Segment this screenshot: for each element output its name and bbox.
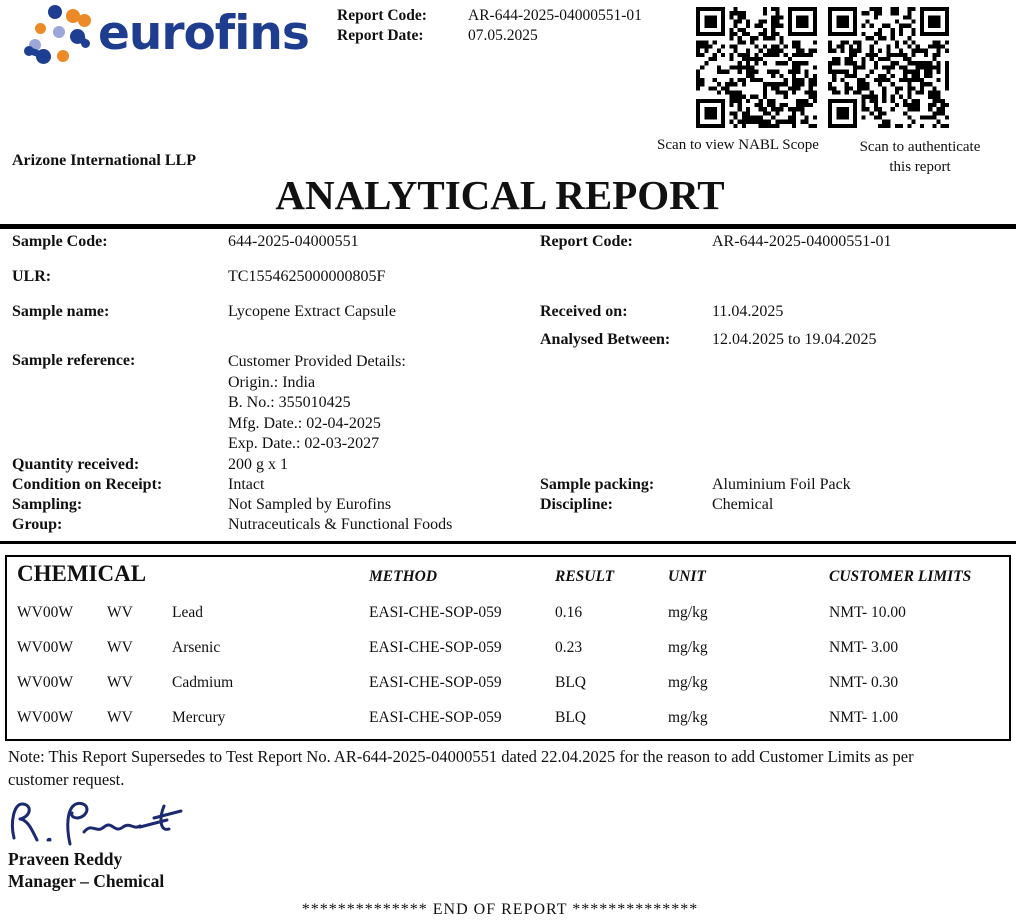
report-date-label: Report Date: xyxy=(337,27,424,44)
cell-lab: WV xyxy=(107,639,133,656)
company-name: Arizone International LLP xyxy=(12,152,196,169)
qr-auth-caption-line1: Scan to authenticate xyxy=(859,139,981,155)
report-code-label-2: Report Code: xyxy=(540,233,633,250)
ulr-label: ULR: xyxy=(12,268,52,285)
report-date-value: 07.05.2025 xyxy=(468,27,538,44)
eurofins-logo xyxy=(12,2,322,66)
qr-code-authenticate xyxy=(828,7,949,128)
cell-limit: NMT- 0.30 xyxy=(829,674,899,691)
sample-reference-line: B. No.: 355010425 xyxy=(228,394,351,411)
cell-result: BLQ xyxy=(555,709,586,726)
cell-result: BLQ xyxy=(555,674,586,691)
cell-parameter: Cadmium xyxy=(172,674,234,691)
eurofins-logo-dots-icon xyxy=(12,3,96,65)
sample-code-label: Sample Code: xyxy=(12,233,108,250)
cell-lab: WV xyxy=(107,604,133,621)
section-title-chemical: CHEMICAL xyxy=(17,561,147,586)
sample-packing-label: Sample packing: xyxy=(540,476,655,493)
sample-reference-line: Mfg. Date.: 02-04-2025 xyxy=(228,414,381,432)
cell-method: EASI-CHE-SOP-059 xyxy=(369,709,502,726)
quantity-received-value: 200 g x 1 xyxy=(228,456,288,473)
received-on-label: Received on: xyxy=(540,303,628,320)
condition-value: Intact xyxy=(228,476,265,493)
report-title: ANALYTICAL REPORT xyxy=(275,172,725,218)
group-value: Nutraceuticals & Functional Foods xyxy=(228,516,453,533)
cell-limit: NMT- 1.00 xyxy=(829,709,899,726)
signatory-name: Praveen Reddy xyxy=(8,849,123,869)
sample-name-value: Lycopene Extract Capsule xyxy=(228,303,396,320)
qr-nabl-caption: Scan to view NABL Scope xyxy=(657,137,819,153)
sample-packing-value: Aluminium Foil Pack xyxy=(712,476,851,493)
quantity-received-label: Quantity received: xyxy=(12,456,140,473)
qr-code-nabl-scope xyxy=(696,7,817,128)
sample-code-value: 644-2025-04000551 xyxy=(228,233,359,250)
condition-label: Condition on Receipt: xyxy=(12,476,163,493)
sample-reference-line: Customer Provided Details: xyxy=(228,353,406,370)
cell-parameter: Mercury xyxy=(172,709,226,726)
cell-method: EASI-CHE-SOP-059 xyxy=(369,639,502,656)
report-code-label: Report Code: xyxy=(337,7,427,24)
cell-method: EASI-CHE-SOP-059 xyxy=(369,604,502,621)
cell-unit: mg/kg xyxy=(668,639,708,656)
cell-code: WV00W xyxy=(17,709,73,726)
analysed-between-value: 12.04.2025 to 19.04.2025 xyxy=(712,331,877,348)
cell-lab: WV xyxy=(107,674,133,691)
discipline-value: Chemical xyxy=(712,496,774,513)
col-header-unit: UNIT xyxy=(668,568,706,585)
divider-mid xyxy=(0,541,1016,544)
cell-limit: NMT- 10.00 xyxy=(829,604,906,621)
eurofins-logo-text: eurofins xyxy=(98,6,309,61)
sample-reference-value xyxy=(228,352,406,455)
signatory-designation: Manager – Chemical xyxy=(8,871,165,891)
cell-unit: mg/kg xyxy=(668,709,708,726)
analysed-between-label: Analysed Between: xyxy=(540,331,671,348)
report-code-value: AR-644-2025-04000551-01 xyxy=(468,7,642,24)
cell-code: WV00W xyxy=(17,674,73,691)
cell-parameter: Arsenic xyxy=(172,639,221,656)
sampling-value: Not Sampled by Eurofins xyxy=(228,496,392,513)
cell-unit: mg/kg xyxy=(668,604,708,621)
sampling-label: Sampling: xyxy=(12,496,83,513)
divider-top xyxy=(0,224,1016,229)
received-on-value: 11.04.2025 xyxy=(712,303,784,320)
supersede-note: Note: This Report Supersedes to Test Report No. AR-644-2025-04000551 dated 22.04.2025 for the reason to add Customer Limits as per customer request. xyxy=(8,747,914,789)
cell-method: EASI-CHE-SOP-059 xyxy=(369,674,502,691)
discipline-label: Discipline: xyxy=(540,496,613,513)
cell-unit: mg/kg xyxy=(668,674,708,691)
cell-limit: NMT- 3.00 xyxy=(829,639,899,656)
end-of-report-line: ************** END OF REPORT ************** xyxy=(301,901,699,918)
group-label: Group: xyxy=(12,516,63,533)
report-code-value-2: AR-644-2025-04000551-01 xyxy=(712,233,892,250)
cell-result: 0.23 xyxy=(555,639,583,656)
cell-code: WV00W xyxy=(17,639,73,656)
col-header-customer-limits: CUSTOMER LIMITS xyxy=(829,568,972,585)
qr-auth-caption-line2: this report xyxy=(889,159,951,175)
cell-lab: WV xyxy=(107,709,133,726)
handwritten-signature xyxy=(4,792,189,850)
sample-reference-line: Origin.: India xyxy=(228,373,316,391)
sample-name-label: Sample name: xyxy=(12,303,110,320)
cell-parameter: Lead xyxy=(172,604,203,621)
col-header-result: RESULT xyxy=(555,568,615,585)
sample-reference-line: Exp. Date.: 02-03-2027 xyxy=(228,435,380,452)
results-table xyxy=(5,555,1011,741)
col-header-method: METHOD xyxy=(369,568,438,585)
ulr-value: TC1554625000000805F xyxy=(228,268,386,285)
cell-result: 0.16 xyxy=(555,604,583,621)
sample-reference-label: Sample reference: xyxy=(12,352,136,369)
cell-code: WV00W xyxy=(17,604,73,621)
